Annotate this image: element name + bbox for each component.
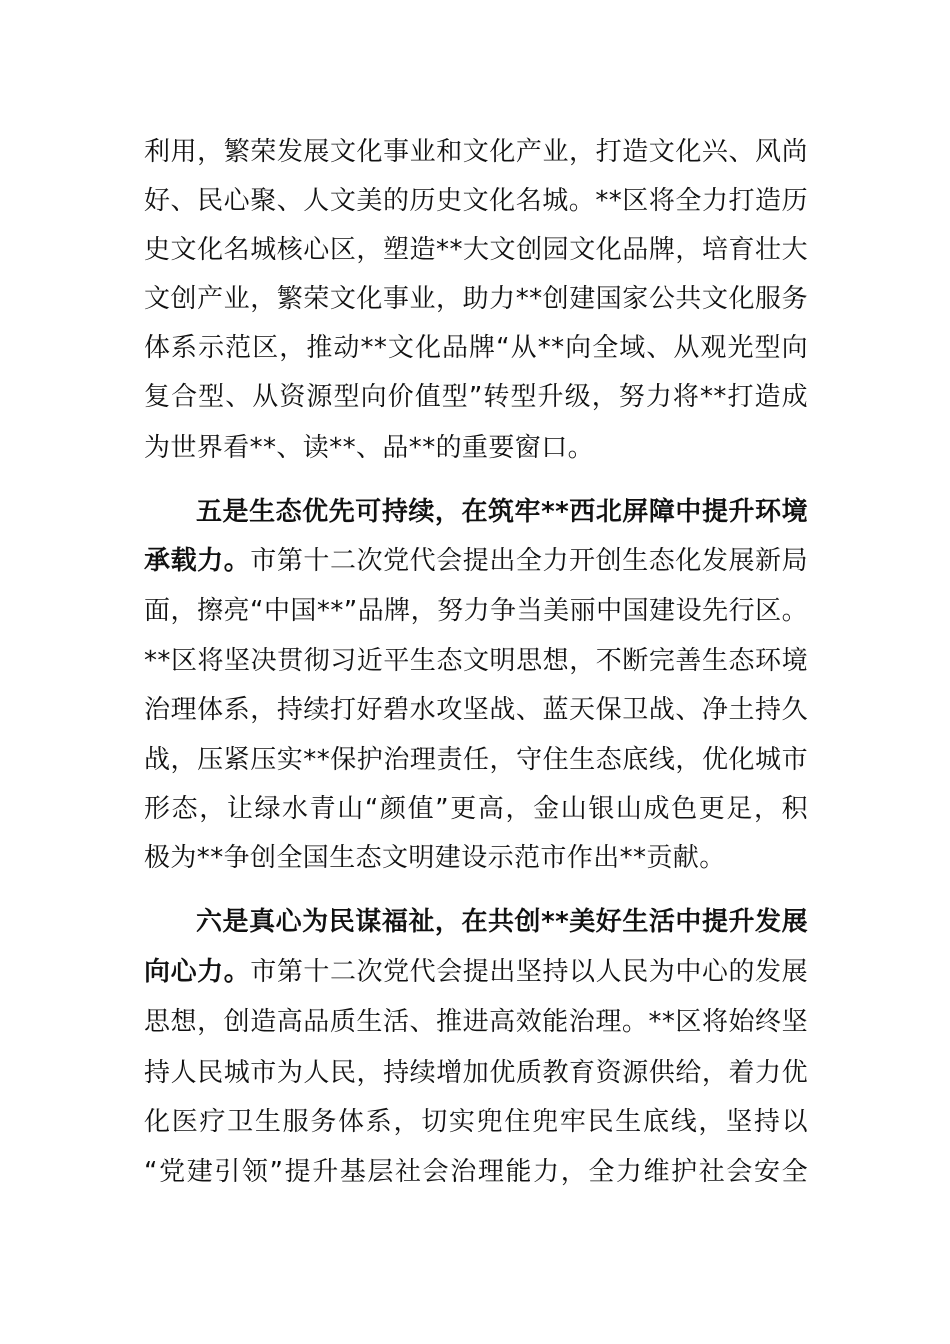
line-text: 持人民城市为人民，持续增加优质教育资源供给，着力优	[144, 1058, 808, 1088]
text-line	[144, 735, 808, 785]
line-text: 复合型、从资源型向价值型”转型升级，努力将**打造成	[144, 382, 808, 412]
line-text: 好、民心聚、人文美的历史文化名城。**区将全力打造历	[144, 186, 808, 216]
text-line	[144, 423, 808, 473]
line-text: 形态，让绿水青山“颜值”更高，金山银山成色更足，积	[144, 794, 808, 824]
text-line	[144, 1097, 808, 1147]
text-line	[144, 636, 808, 686]
heading-text: 六是真心为民谋福祉，在共创**美好生活中提升发展	[196, 907, 808, 937]
line-text: 体系示范区，推动**文化品牌“从**向全域、从观光型向	[144, 333, 808, 363]
text-line	[144, 323, 808, 373]
text-line	[144, 1048, 808, 1098]
text-line	[196, 897, 808, 947]
text-line	[144, 1147, 808, 1197]
line-text: 战，压紧压实**保护治理责任，守住生态底线，优化城市	[144, 745, 808, 775]
line-text: 为世界看**、读**、品**的重要窗口。	[144, 433, 595, 463]
line-text: 市第十二次党代会提出全力开创生态化发展新局	[250, 546, 808, 576]
line-text: 文创产业，繁荣文化事业，助力**创建国家公共文化服务	[144, 284, 808, 314]
line-text: 思想，创造高品质生活、推进高效能治理。**区将始终坚	[144, 1007, 808, 1037]
text-line	[144, 176, 808, 226]
text-line	[144, 274, 808, 324]
line-text: “党建引领”提升基层社会治理能力，全力维护社会安全	[144, 1157, 808, 1187]
line-text: 市第十二次党代会提出坚持以人民为中心的发展	[250, 957, 808, 987]
text-line	[196, 487, 808, 537]
heading-text: 承载力。	[144, 546, 251, 576]
line-text: 治理体系，持续打好碧水攻坚战、蓝天保卫战、净土持久	[144, 695, 808, 725]
text-line	[144, 225, 808, 275]
line-text: 极为**争创全国生态文明建设示范市作出**贡献。	[144, 843, 726, 873]
text-line	[144, 372, 808, 422]
text-line	[144, 784, 808, 834]
text-line	[144, 833, 808, 883]
heading-text: 向心力。	[144, 957, 251, 987]
text-line	[144, 536, 808, 586]
line-text: 面，擦亮“中国**”品牌，努力争当美丽中国建设先行区。	[144, 596, 808, 626]
text-line	[144, 127, 808, 177]
line-text: 利用，繁荣发展文化事业和文化产业，打造文化兴、风尚	[144, 137, 808, 167]
line-text: 史文化名城核心区，塑造**大文创园文化品牌，培育壮大	[144, 235, 808, 265]
line-text: **区将坚决贯彻习近平生态文明思想，不断完善生态环境	[144, 646, 808, 676]
text-line	[144, 947, 808, 997]
heading-text: 五是生态优先可持续，在筑牢**西北屏障中提升环境	[196, 497, 808, 527]
text-line	[144, 586, 808, 636]
line-text: 化医疗卫生服务体系，切实兜住兜牢民生底线，坚持以	[144, 1107, 808, 1137]
text-line	[144, 685, 808, 735]
text-line	[144, 997, 808, 1047]
